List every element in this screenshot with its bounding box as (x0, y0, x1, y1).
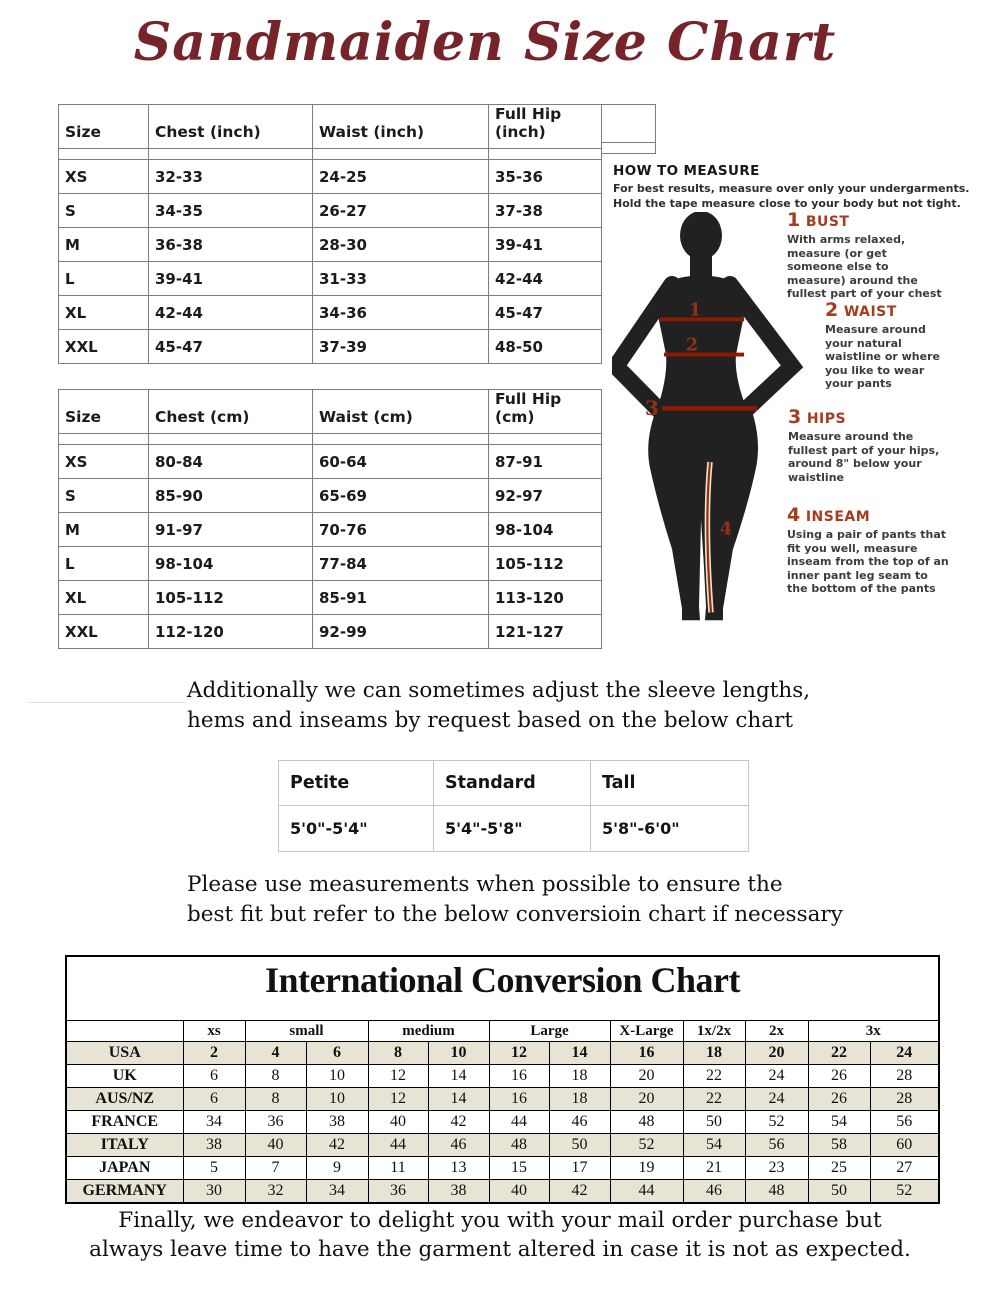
column-header: Full Hip (inch) (489, 105, 602, 149)
step-heading (787, 506, 951, 526)
size-value-cell: 28 (870, 1065, 939, 1088)
size-value-cell: 44 (610, 1180, 683, 1204)
conversion-row-aus-nz (66, 1088, 939, 1111)
range-cell: 37-39 (313, 330, 489, 364)
size-value-cell: 42 (549, 1180, 610, 1204)
size-value-cell: 20 (745, 1042, 808, 1065)
range-cell: 45-47 (489, 296, 602, 330)
height-range-table (278, 760, 749, 852)
step-description: Measure around your natural waistline or where you like to wear your pants (825, 323, 940, 390)
size-value-cell: 48 (745, 1180, 808, 1204)
size-value-cell: 21 (683, 1157, 745, 1180)
table-row (59, 330, 602, 364)
range-cell: 85-90 (149, 479, 313, 513)
size-value-cell: 2 (183, 1042, 245, 1065)
size-value-cell: 42 (306, 1134, 368, 1157)
column-header: Standard (434, 761, 591, 806)
range-cell: 37-38 (489, 194, 602, 228)
size-value-cell: 36 (368, 1180, 428, 1204)
country-cell: GERMANY (66, 1180, 183, 1204)
column-header: Petite (279, 761, 434, 806)
size-group-header: 1x/2x (683, 1021, 745, 1042)
country-cell: JAPAN (66, 1157, 183, 1180)
size-value-cell: 9 (306, 1157, 368, 1180)
column-header: Tall (591, 761, 749, 806)
range-cell: 39-41 (489, 228, 602, 262)
range-cell: 113-120 (489, 581, 602, 615)
size-value-cell: 50 (549, 1134, 610, 1157)
size-value-cell: 40 (368, 1111, 428, 1134)
conversion-row-germany (66, 1180, 939, 1204)
spacer-row (59, 149, 602, 160)
size-table-inch (58, 104, 602, 364)
column-header: Size (59, 105, 149, 149)
size-cell: XL (59, 581, 149, 615)
size-value-cell: 14 (428, 1065, 489, 1088)
size-value-cell: 13 (428, 1157, 489, 1180)
conversion-row-japan (66, 1157, 939, 1180)
country-cell: FRANCE (66, 1111, 183, 1134)
range-cell: 31-33 (313, 262, 489, 296)
how-to-measure-intro (613, 182, 969, 211)
range-cell: 32-33 (149, 160, 313, 194)
size-value-cell: 6 (183, 1065, 245, 1088)
size-value-cell: 38 (306, 1111, 368, 1134)
country-cell: AUS/NZ (66, 1088, 183, 1111)
size-value-cell: 44 (368, 1134, 428, 1157)
size-cell: S (59, 479, 149, 513)
size-value-cell: 11 (368, 1157, 428, 1180)
column-header: Size (59, 390, 149, 434)
range-cell: 77-84 (313, 547, 489, 581)
step-name: INSEAM (805, 509, 871, 525)
range-cell: 36-38 (149, 228, 313, 262)
size-group-header: X-Large (610, 1021, 683, 1042)
note-line: hems and inseams by request based on the below chart (187, 708, 793, 733)
size-value-cell: 42 (428, 1111, 489, 1134)
size-value-cell: 40 (245, 1134, 306, 1157)
size-cell: M (59, 228, 149, 262)
range-cell: 70-76 (313, 513, 489, 547)
size-cell: L (59, 262, 149, 296)
size-value-cell: 36 (245, 1111, 306, 1134)
size-value-cell: 22 (808, 1042, 870, 1065)
step-description: Using a pair of pants that fit you well, measure inseam from the top of an inner pant leg seam to the bottom of the pants (787, 528, 949, 595)
size-value-cell: 34 (306, 1180, 368, 1204)
table-row (59, 513, 602, 547)
size-cell: L (59, 547, 149, 581)
height-range-cell: 5'4"-5'8" (434, 806, 591, 852)
conversion-row-usa (66, 1042, 939, 1065)
step-description: With arms relaxed, measure (or get someone else to measure) around the fullest part of your chest (787, 233, 942, 300)
size-value-cell: 60 (870, 1134, 939, 1157)
step-number: 4 (787, 504, 801, 526)
size-value-cell: 4 (245, 1042, 306, 1065)
size-value-cell: 18 (683, 1042, 745, 1065)
intro-line: Hold the tape measure close to your body but not tight. (613, 196, 961, 210)
table-header-row (59, 390, 602, 434)
footer-note (0, 1206, 1000, 1264)
range-cell: 87-91 (489, 445, 602, 479)
conversion-row-uk (66, 1065, 939, 1088)
size-value-cell: 24 (745, 1065, 808, 1088)
size-value-cell: 52 (870, 1180, 939, 1204)
size-value-cell: 27 (870, 1157, 939, 1180)
size-value-cell: 32 (245, 1180, 306, 1204)
note-line: always leave time to have the garment altered in case it is not as expected. (89, 1237, 911, 1262)
range-cell: 28-30 (313, 228, 489, 262)
size-value-cell: 10 (306, 1088, 368, 1111)
step-heading (825, 301, 947, 321)
range-cell: 65-69 (313, 479, 489, 513)
size-value-cell: 56 (745, 1134, 808, 1157)
country-cell: ITALY (66, 1134, 183, 1157)
international-conversion-chart (65, 955, 940, 1204)
size-value-cell: 18 (549, 1088, 610, 1111)
size-value-cell: 48 (610, 1111, 683, 1134)
size-value-cell: 14 (549, 1042, 610, 1065)
column-header: Chest (cm) (149, 390, 313, 434)
size-group-header: small (245, 1021, 368, 1042)
range-cell: 42-44 (489, 262, 602, 296)
height-range-cell: 5'0"-5'4" (279, 806, 434, 852)
size-cell: M (59, 513, 149, 547)
corner-cell (66, 1021, 183, 1042)
step-name: BUST (805, 214, 850, 230)
table-row (59, 479, 602, 513)
adjustment-note (187, 676, 810, 736)
column-header: Chest (inch) (149, 105, 313, 149)
step-heading (787, 211, 945, 231)
size-group-header: medium (368, 1021, 489, 1042)
size-value-cell: 48 (489, 1134, 549, 1157)
size-group-header: 3x (808, 1021, 939, 1042)
size-value-cell: 38 (183, 1134, 245, 1157)
scan-artifact-line (28, 702, 186, 703)
note-line: best fit but refer to the below conversioin chart if necessary (187, 902, 843, 927)
column-header: Full Hip (cm) (489, 390, 602, 434)
step-heading (788, 408, 952, 428)
size-value-cell: 25 (808, 1157, 870, 1180)
measure-step-bust (787, 211, 945, 301)
size-value-cell: 17 (549, 1157, 610, 1180)
intro-line: For best results, measure over only your undergarments. (613, 182, 970, 195)
column-header: Waist (inch) (313, 105, 489, 149)
size-value-cell: 18 (549, 1065, 610, 1088)
size-value-cell: 19 (610, 1157, 683, 1180)
note-line: Additionally we can sometimes adjust the sleeve lengths, (187, 678, 811, 703)
size-value-cell: 50 (808, 1180, 870, 1204)
range-cell: 35-36 (489, 160, 602, 194)
size-value-cell: 16 (489, 1065, 549, 1088)
note-line: Finally, we endeavor to delight you with your mail order purchase but (118, 1208, 882, 1233)
country-cell: USA (66, 1042, 183, 1065)
size-group-header-row (66, 1021, 939, 1042)
conversion-row-france (66, 1111, 939, 1134)
size-value-cell: 46 (683, 1180, 745, 1204)
table-header-extension (601, 104, 656, 154)
range-cell: 121-127 (489, 615, 602, 649)
size-value-cell: 44 (489, 1111, 549, 1134)
size-value-cell: 20 (610, 1088, 683, 1111)
range-cell: 105-112 (489, 547, 602, 581)
size-value-cell: 16 (489, 1088, 549, 1111)
table-row (59, 262, 602, 296)
size-value-cell: 6 (306, 1042, 368, 1065)
size-group-header: xs (183, 1021, 245, 1042)
size-value-cell: 12 (489, 1042, 549, 1065)
size-value-cell: 7 (245, 1157, 306, 1180)
table-row (59, 160, 602, 194)
range-cell: 39-41 (149, 262, 313, 296)
range-cell: 24-25 (313, 160, 489, 194)
size-cell: XL (59, 296, 149, 330)
table-header-row (279, 761, 749, 806)
size-value-cell: 22 (683, 1088, 745, 1111)
size-value-cell: 56 (870, 1111, 939, 1134)
size-value-cell: 40 (489, 1180, 549, 1204)
table-row (59, 296, 602, 330)
measure-step-waist (825, 301, 947, 391)
size-value-cell: 24 (745, 1088, 808, 1111)
range-cell: 98-104 (149, 547, 313, 581)
size-value-cell: 5 (183, 1157, 245, 1180)
size-value-cell: 26 (808, 1065, 870, 1088)
size-value-cell: 26 (808, 1088, 870, 1111)
note-line: Please use measurements when possible to ensure the (187, 872, 783, 897)
size-value-cell: 15 (489, 1157, 549, 1180)
range-cell: 98-104 (489, 513, 602, 547)
size-cell: XXL (59, 615, 149, 649)
measure-step-hips (788, 408, 952, 484)
range-cell: 91-97 (149, 513, 313, 547)
range-cell: 34-35 (149, 194, 313, 228)
size-value-cell: 20 (610, 1065, 683, 1088)
conversion-chart-title: International Conversion Chart (66, 956, 939, 1021)
conversion-row-italy (66, 1134, 939, 1157)
step-number: 3 (788, 406, 802, 428)
figure-label-1: 1 (688, 299, 702, 321)
table-row (59, 547, 602, 581)
size-table-cm (58, 389, 602, 649)
range-cell: 34-36 (313, 296, 489, 330)
body-silhouette (616, 212, 792, 620)
size-value-cell: 46 (428, 1134, 489, 1157)
figure-label-3: 3 (645, 396, 659, 421)
size-value-cell: 10 (428, 1042, 489, 1065)
step-number: 2 (825, 299, 839, 321)
size-value-cell: 8 (245, 1088, 306, 1111)
size-value-cell: 38 (428, 1180, 489, 1204)
size-value-cell: 28 (870, 1088, 939, 1111)
range-cell: 92-97 (489, 479, 602, 513)
size-value-cell: 16 (610, 1042, 683, 1065)
range-cell: 92-99 (313, 615, 489, 649)
range-cell: 112-120 (149, 615, 313, 649)
table-header-row (59, 105, 602, 149)
size-cell: XS (59, 445, 149, 479)
column-header: Waist (cm) (313, 390, 489, 434)
size-value-cell: 54 (683, 1134, 745, 1157)
range-cell: 45-47 (149, 330, 313, 364)
size-value-cell: 23 (745, 1157, 808, 1180)
size-value-cell: 8 (368, 1042, 428, 1065)
size-value-cell: 14 (428, 1088, 489, 1111)
step-number: 1 (787, 209, 801, 231)
table-row (279, 806, 749, 852)
size-value-cell: 22 (683, 1065, 745, 1088)
size-value-cell: 54 (808, 1111, 870, 1134)
table-row (59, 581, 602, 615)
figure-label-4: 4 (719, 518, 733, 540)
table-row (59, 615, 602, 649)
size-value-cell: 6 (183, 1088, 245, 1111)
range-cell: 42-44 (149, 296, 313, 330)
size-value-cell: 24 (870, 1042, 939, 1065)
size-value-cell: 52 (745, 1111, 808, 1134)
size-value-cell: 52 (610, 1134, 683, 1157)
size-value-cell: 50 (683, 1111, 745, 1134)
size-value-cell: 12 (368, 1065, 428, 1088)
spacer-row (59, 434, 602, 445)
table-row (59, 445, 602, 479)
height-range-cell: 5'8"-6'0" (591, 806, 749, 852)
size-group-header: Large (489, 1021, 610, 1042)
size-cell: XXL (59, 330, 149, 364)
size-value-cell: 34 (183, 1111, 245, 1134)
step-description: Measure around the fullest part of your hips, around 8" below your waistline (788, 430, 940, 484)
size-value-cell: 12 (368, 1088, 428, 1111)
conversion-chart-title-row (66, 956, 939, 1021)
figure-label-2: 2 (685, 334, 699, 356)
size-value-cell: 46 (549, 1111, 610, 1134)
range-cell: 60-64 (313, 445, 489, 479)
page-title: Sandmaiden Size Chart (133, 12, 837, 73)
range-cell: 85-91 (313, 581, 489, 615)
size-value-cell: 8 (245, 1065, 306, 1088)
table-row (59, 194, 602, 228)
range-cell: 80-84 (149, 445, 313, 479)
country-cell: UK (66, 1065, 183, 1088)
range-cell: 48-50 (489, 330, 602, 364)
range-cell: 105-112 (149, 581, 313, 615)
size-cell: XS (59, 160, 149, 194)
measurement-figure-illustration (612, 212, 812, 632)
size-value-cell: 58 (808, 1134, 870, 1157)
size-group-header: 2x (745, 1021, 808, 1042)
measurement-note (187, 870, 843, 930)
measure-step-inseam (787, 506, 951, 596)
how-to-measure-title: HOW TO MEASURE (613, 163, 760, 179)
step-name: HIPS (806, 411, 847, 427)
table-row (59, 228, 602, 262)
size-cell: S (59, 194, 149, 228)
size-value-cell: 10 (306, 1065, 368, 1088)
size-value-cell: 30 (183, 1180, 245, 1204)
range-cell: 26-27 (313, 194, 489, 228)
step-name: WAIST (843, 304, 897, 320)
